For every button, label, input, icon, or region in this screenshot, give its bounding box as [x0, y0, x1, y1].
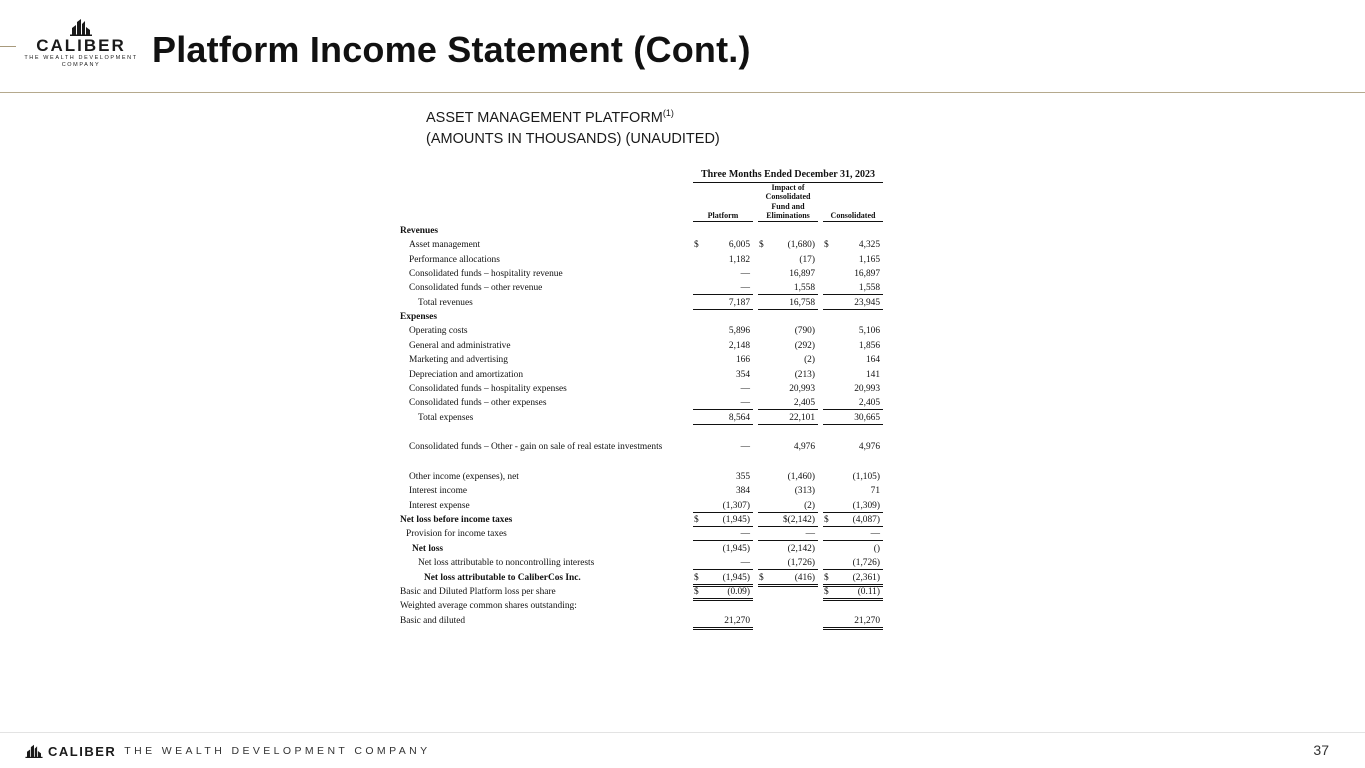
cell-value: (2,142): [787, 543, 815, 554]
table-cell: [758, 353, 818, 366]
cell-value: (1,726): [852, 558, 880, 569]
cell-value: [880, 226, 883, 236]
table-cell: [693, 368, 753, 381]
row-label: Depreciation and amortization: [409, 369, 524, 380]
row-label: Interest expense: [409, 500, 470, 511]
column-header: [758, 182, 818, 222]
row-label: Consolidated funds – hospitality revenue: [409, 269, 563, 280]
cell-value: [750, 601, 753, 611]
cell-value: [815, 587, 818, 597]
cell-value: —: [740, 529, 750, 540]
table-cell: [758, 556, 818, 570]
currency-symbol: $: [759, 572, 764, 583]
table-cell: [758, 396, 818, 410]
cell-value: $(2,142): [782, 515, 815, 526]
table-row: [398, 267, 888, 281]
table-cell: [823, 353, 883, 366]
table-cell: [758, 296, 818, 310]
row-label: Expenses: [400, 312, 437, 323]
cell-value: [815, 616, 818, 626]
table-cell: [823, 296, 883, 310]
table-cell: [823, 470, 883, 483]
currency-symbol: $: [824, 586, 829, 597]
cell-value: —: [805, 529, 815, 540]
table-cell: [823, 513, 883, 527]
table-cell: [693, 267, 753, 280]
table-cell: [758, 253, 818, 266]
cell-value: (1,460): [787, 472, 815, 483]
table-cell: [758, 585, 818, 598]
cell-value: 1,558: [858, 283, 880, 294]
table-cell: [823, 324, 883, 337]
table-cell: [823, 527, 883, 541]
currency-symbol: $: [759, 240, 764, 251]
table-row: [398, 353, 888, 367]
cell-value: (17): [799, 254, 815, 265]
table-row: [398, 296, 888, 310]
column-header-line: Eliminations: [766, 211, 810, 221]
currency-symbol: $: [824, 240, 829, 251]
table-cell: [758, 339, 818, 352]
currency-symbol: $: [824, 572, 829, 583]
row-label: Provision for income taxes: [406, 529, 507, 540]
cell-value: 1,182: [728, 254, 750, 265]
table-cell: [693, 527, 753, 541]
header-divider: [0, 92, 1365, 93]
cell-value: —: [740, 558, 750, 569]
column-header-line: Platform: [707, 211, 739, 221]
row-label: General and administrative: [409, 340, 511, 351]
cell-value: 4,976: [858, 442, 880, 453]
cell-value: 384: [735, 486, 750, 497]
caliber-logo: [22, 18, 140, 74]
table-cell: [758, 238, 818, 251]
cell-value: 30,665: [854, 412, 880, 423]
table-cell: [823, 614, 883, 630]
column-header-line: Consolidated: [830, 211, 876, 221]
table-cell: [693, 484, 753, 497]
cell-value: 166: [735, 355, 750, 366]
table-cell: [693, 499, 753, 513]
table-cell: [758, 267, 818, 280]
table-cell: [758, 310, 818, 323]
table-cell: [693, 224, 753, 237]
table-cell: [823, 499, 883, 513]
cell-value: (1,726): [787, 558, 815, 569]
table-cell: [693, 296, 753, 310]
cell-value: 16,897: [854, 269, 880, 280]
cell-value: —: [740, 398, 750, 409]
table-row: [398, 238, 888, 252]
table-row: [398, 253, 888, 267]
table-cell: [823, 253, 883, 266]
cell-value: (2,361): [852, 572, 880, 583]
table-cell: [758, 499, 818, 513]
cell-value: (2): [804, 355, 815, 366]
table-row: [398, 585, 888, 599]
cell-value: 2,405: [793, 398, 815, 409]
table-row: [398, 324, 888, 338]
row-label: Performance allocations: [409, 254, 500, 265]
subtitle-line1: [426, 103, 720, 129]
table-cell: [823, 339, 883, 352]
table-cell: [823, 382, 883, 395]
cell-value: 2,148: [728, 340, 750, 351]
row-label: Asset management: [409, 240, 481, 251]
cell-value: 1,165: [858, 254, 880, 265]
table-cell: [758, 542, 818, 555]
cell-value: 6,005: [728, 240, 750, 251]
cell-value: (0.09): [727, 586, 750, 597]
table-row: [398, 440, 888, 454]
cell-value: (1,945): [722, 515, 750, 526]
table-cell: [693, 238, 753, 251]
table-row: [398, 599, 888, 613]
cell-value: (2): [804, 500, 815, 511]
table-cell: [823, 224, 883, 237]
cell-value: (): [873, 543, 880, 554]
table-cell: [693, 440, 753, 453]
cell-value: (1,945): [722, 543, 750, 554]
table-cell: [758, 224, 818, 237]
column-header-line: Consolidated: [765, 192, 811, 202]
table-cell: [693, 599, 753, 612]
column-header-line: Impact of: [771, 182, 805, 192]
footer-tagline: THE WEALTH DEVELOPMENT COMPANY: [124, 745, 431, 757]
table-cell: [758, 470, 818, 483]
table-row: [398, 411, 888, 425]
table-cell: [758, 368, 818, 381]
cell-value: 21,270: [854, 615, 880, 626]
cell-value: 141: [865, 369, 880, 380]
row-label: Total expenses: [418, 412, 474, 423]
currency-symbol: $: [694, 240, 699, 251]
cell-value: 20,993: [789, 383, 815, 394]
cell-value: [750, 312, 753, 322]
table-cell: [758, 281, 818, 295]
table-cell: [693, 310, 753, 323]
page-title: Platform Income Statement (Cont.): [152, 29, 751, 70]
table-cell: [693, 396, 753, 410]
cell-value: [815, 312, 818, 322]
cell-value: 22,101: [789, 412, 815, 423]
table-cell: [758, 440, 818, 453]
table-row: [398, 224, 888, 238]
buildings-icon: [25, 744, 43, 758]
logo-wordmark: CALIBER: [36, 36, 126, 55]
cell-value: [815, 226, 818, 236]
table-row: [398, 527, 888, 541]
table-cell: [823, 310, 883, 323]
cell-value: (1,680): [787, 240, 815, 251]
cell-value: 355: [735, 472, 750, 483]
table-cell: [758, 324, 818, 337]
table-cell: [693, 614, 753, 630]
header-accent-line: [0, 46, 16, 47]
row-label: Operating costs: [409, 326, 468, 337]
table-row: [398, 396, 888, 410]
subtitle-line2: (AMOUNTS IN THOUSANDS) (UNAUDITED): [426, 130, 720, 147]
table-row: [398, 470, 888, 484]
cell-value: [880, 601, 883, 611]
table-row: [398, 556, 888, 570]
cell-value: —: [740, 383, 750, 394]
table-row: [398, 339, 888, 353]
statement-subtitle: [426, 103, 720, 150]
table-cell: [693, 470, 753, 483]
table-row: [398, 310, 888, 324]
cell-value: (1,945): [722, 572, 750, 583]
row-label: Net loss before income taxes: [400, 515, 513, 526]
cell-value: 2,405: [858, 398, 880, 409]
row-label: Interest income: [409, 486, 468, 497]
table-row: [398, 513, 888, 527]
table-cell: [693, 253, 753, 266]
footer: [25, 742, 430, 760]
footer-brand: CALIBER: [48, 743, 117, 759]
cell-value: 21,270: [724, 615, 750, 626]
cell-value: 23,945: [854, 297, 880, 308]
table-cell: [693, 339, 753, 352]
cell-value: 164: [865, 355, 880, 366]
row-label: Net loss: [412, 543, 443, 554]
table-cell: [693, 324, 753, 337]
cell-value: (1,105): [852, 472, 880, 483]
cell-value: (292): [794, 340, 815, 351]
row-label: Consolidated funds – Other - gain on sale of real estate investments: [409, 442, 663, 453]
table-cell: [823, 484, 883, 497]
row-label: Weighted average common shares outstanding:: [400, 601, 577, 612]
cell-value: [750, 226, 753, 236]
currency-symbol: $: [694, 515, 699, 526]
cell-value: [815, 601, 818, 611]
table-cell: [758, 382, 818, 395]
table-row: [398, 382, 888, 396]
cell-value: (0.11): [857, 586, 880, 597]
logo-tagline-line1: THE WEALTH DEVELOPMENT: [24, 55, 138, 61]
cell-value: 16,758: [789, 297, 815, 308]
row-label: Consolidated funds – other revenue: [409, 283, 543, 294]
row-label: Net loss attributable to noncontrolling interests: [418, 558, 595, 569]
table-cell: [823, 542, 883, 555]
table-cell: [823, 281, 883, 295]
table-cell: [693, 382, 753, 395]
cell-value: 8,564: [728, 412, 750, 423]
buildings-icon: [70, 18, 92, 36]
cell-value: 20,993: [854, 383, 880, 394]
table-cell: [693, 513, 753, 527]
table-cell: [693, 353, 753, 366]
table-cell: [758, 484, 818, 497]
cell-value: 16,897: [789, 269, 815, 280]
table-cell: [758, 411, 818, 425]
row-label: Consolidated funds – hospitality expenses: [409, 383, 567, 394]
table-cell: [693, 556, 753, 570]
cell-value: —: [870, 529, 880, 540]
row-label: Other income (expenses), net: [409, 472, 519, 483]
column-header: [823, 182, 883, 222]
currency-symbol: $: [824, 515, 829, 526]
table-cell: [823, 599, 883, 612]
cell-value: 71: [870, 486, 880, 497]
cell-value: (313): [794, 486, 815, 497]
table-row: [398, 614, 888, 628]
cell-value: (790): [794, 326, 815, 337]
table-row: [398, 499, 888, 513]
subtitle-platform: ASSET MANAGEMENT PLATFORM: [426, 109, 663, 126]
table-cell: [758, 513, 818, 527]
cell-value: (1,309): [852, 500, 880, 511]
table-row: [398, 281, 888, 295]
cell-value: 4,325: [858, 240, 880, 251]
table-cell: [693, 542, 753, 555]
cell-value: —: [740, 269, 750, 280]
row-label: Revenues: [400, 226, 439, 236]
table-cell: [758, 614, 818, 627]
table-row: [398, 484, 888, 498]
currency-symbol: $: [694, 572, 699, 583]
cell-value: [880, 312, 883, 322]
table-cell: [823, 440, 883, 453]
cell-value: —: [740, 283, 750, 294]
row-label: Total revenues: [418, 297, 473, 308]
row-label: Marketing and advertising: [409, 355, 508, 366]
currency-symbol: $: [694, 586, 699, 597]
cell-value: 4,976: [793, 442, 815, 453]
cell-value: 1,558: [793, 283, 815, 294]
table-row: [398, 542, 888, 556]
table-cell: [823, 238, 883, 251]
logo-tagline-line2: COMPANY: [61, 62, 101, 68]
column-header: [693, 182, 753, 222]
table-cell: [693, 281, 753, 295]
cell-value: 354: [735, 369, 750, 380]
row-label: Net loss attributable to CaliberCos Inc.: [424, 572, 581, 583]
cell-value: (416): [794, 572, 815, 583]
cell-value: (1,307): [722, 500, 750, 511]
cell-value: 7,187: [728, 297, 750, 308]
footer-divider: [0, 732, 1365, 733]
table-cell: [823, 368, 883, 381]
page-number: 37: [1313, 742, 1329, 758]
cell-value: 5,106: [858, 326, 880, 337]
cell-value: 1,856: [858, 340, 880, 351]
column-header-line: Fund and: [771, 201, 805, 211]
cell-value: (213): [794, 369, 815, 380]
cell-value: —: [740, 442, 750, 453]
table-row: [398, 571, 888, 585]
table-cell: [823, 396, 883, 410]
cell-value: (4,087): [852, 515, 880, 526]
table-cell: [823, 411, 883, 425]
table-cell: [693, 411, 753, 425]
table-cell: [823, 556, 883, 570]
table-cell: [758, 599, 818, 612]
table-cell: [823, 267, 883, 280]
row-label: Basic and Diluted Platform loss per share: [400, 586, 556, 597]
table-cell: [758, 527, 818, 541]
table-row: [398, 368, 888, 382]
subtitle-footnote-ref: (1): [662, 108, 674, 118]
row-label: Consolidated funds – other expenses: [409, 398, 547, 409]
cell-value: 5,896: [728, 326, 750, 337]
period-header: Three Months Ended December 31, 2023: [693, 168, 883, 183]
row-label: Basic and diluted: [400, 615, 466, 626]
